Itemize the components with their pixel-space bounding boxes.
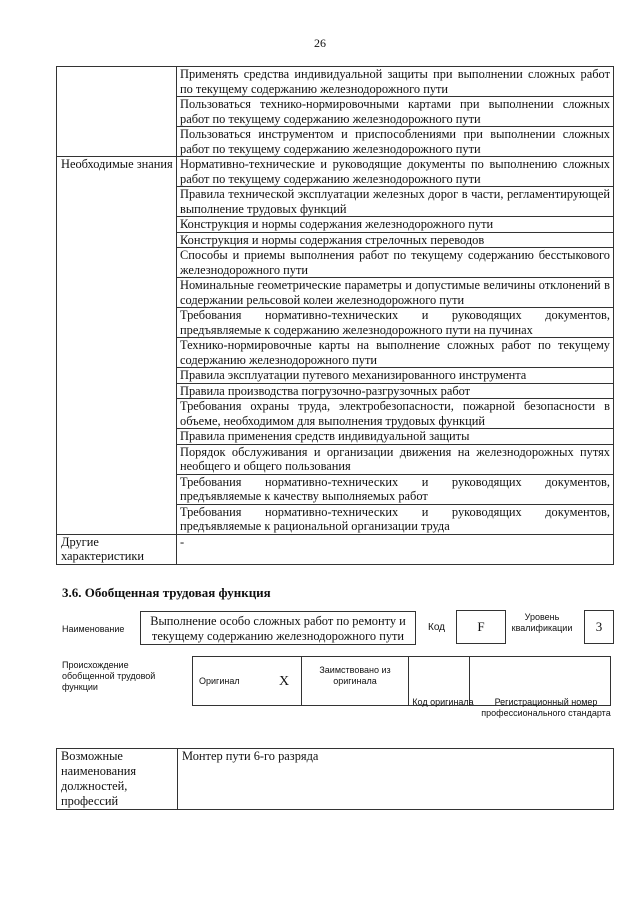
requirements-row (57, 157, 614, 187)
code-label: Код (428, 622, 446, 633)
requirement-item: Правила производства погрузочно-разгрузочных работ (177, 383, 614, 399)
requirement-category-label: Другие характеристики (57, 534, 177, 564)
name-label: Наименование (62, 624, 125, 634)
code-original-caption: Код оригинала (412, 697, 474, 707)
requirement-item: Правила применения средств индивидуальной защиты (177, 429, 614, 445)
function-name: Выполнение особо сложных работ по ремонту и текущему содержанию железнодорожного пути (140, 611, 416, 645)
requirement-item: Применять средства индивидуальной защиты при выполнении сложных работ по текущему содержанию железнодорожного пути (177, 67, 614, 97)
requirement-item: Требования нормативно-технических и руководящих документов, предъявляемые к качеству выполняемых работ (177, 474, 614, 504)
requirement-item: Порядок обслуживания и организации движения на железнодорожных путях необщего и общего пользования (177, 444, 614, 474)
requirement-item: Пользоваться инструментом и приспособлениями при выполнении сложных работ по текущему содержанию железнодорожного пути (177, 127, 614, 157)
requirement-category-label: Необходимые знания (57, 157, 177, 535)
requirement-item: Технико-нормировочные карты на выполнение сложных работ по текущему содержанию железнодорожного пути (177, 338, 614, 368)
original-mark: X (267, 657, 302, 706)
professions-label: Возможные наименования должностей, профессий (57, 749, 178, 810)
requirements-row (57, 534, 614, 564)
requirement-item: Номинальные геометрические параметры и допустимые величины отклонений в содержании рельсовой колеи железнодорожного пути (177, 278, 614, 308)
requirements-table (56, 66, 614, 565)
borrowed-label: Заимствовано из оригинала (302, 657, 409, 706)
requirement-item: Пользоваться технико-нормировочными картами при выполнении сложных работ по текущему содержанию железнодорожного пути (177, 97, 614, 127)
section-title: 3.6. Обобщенная трудовая функция (62, 585, 271, 600)
reg-number-caption: Регистрационный номер профессионального стандарта (481, 697, 611, 718)
requirement-item: Требования охраны труда, электробезопасности, пожарной безопасности в объеме, необходимом для выполнения трудовых функций (177, 399, 614, 429)
professions-table (56, 748, 614, 810)
requirement-item: Конструкция и нормы содержания стрелочных переводов (177, 232, 614, 248)
requirement-item: Правила технической эксплуатации железных дорог в части, регламентирующей выполнение трудовых функций (177, 187, 614, 217)
requirement-item: - (177, 534, 614, 564)
code-value: F (456, 610, 506, 644)
requirement-item: Требования нормативно-технических и руководящих документов, предъявляемые к рациональной организации труда (177, 504, 614, 534)
requirement-item: Правила эксплуатации путевого механизированного инструмента (177, 368, 614, 384)
page-number: 26 (314, 36, 326, 50)
requirement-item: Нормативно-технические и руководящие документы по выполнению сложных работ по текущему содержанию железнодорожного пути (177, 157, 614, 187)
requirements-row (57, 67, 614, 97)
origin-label: Происхождение обобщенной трудовой функции (62, 660, 156, 692)
professions-value: Монтер пути 6-го разряда (178, 749, 614, 810)
level-label: Уровень квалификации (511, 612, 573, 633)
requirement-item: Требования нормативно-технических и руководящих документов, предъявляемые к содержанию железнодорожного пути на пучинах (177, 308, 614, 338)
requirement-category-label (57, 67, 177, 157)
requirement-item: Способы и приемы выполнения работ по текущему содержанию бесстыкового железнодорожного пути (177, 248, 614, 278)
level-value: 3 (584, 610, 614, 644)
original-label: Оригинал (193, 657, 268, 706)
requirement-item: Конструкция и нормы содержания железнодорожного пути (177, 217, 614, 233)
